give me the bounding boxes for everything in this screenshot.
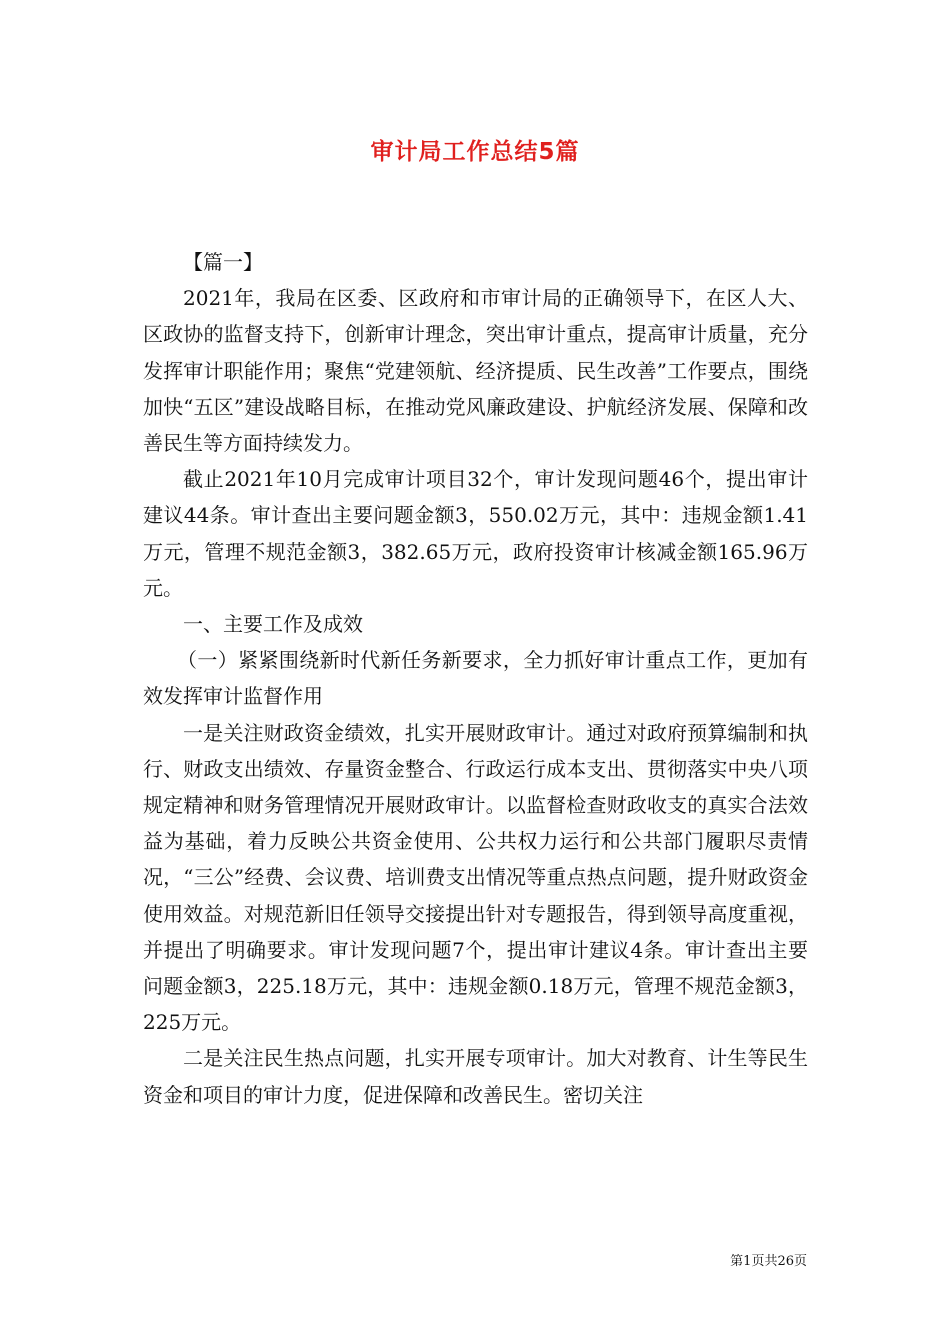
document-body [143,244,808,1113]
subheading-one: （一）紧紧围绕新时代新任务新要求，全力抓好审计重点工作，更加有效发挥审计监督作用 [143,648,808,709]
paragraph-intro: 2021年，我局在区委、区政府和市审计局的正确领导下，在区人大、区政协的监督支持下，创新审计理念，突出审计重点，提高审计质量，充分发挥审计职能作用；聚焦“党建领航、经济提质、民生改善”工作要点，围绕加快“五区”建设战略目标，在推动党风廉政建设、护航经济发展、保障和改善民生等方面持续发力。 [143,286,808,456]
paragraph-livelihood-audit: 二是关注民生热点问题，扎实开展专项审计。加大对教育、计生等民生资金和项目的审计力度，促进保障和改善民生。密切关注 [143,1046,808,1107]
paragraph-finance-audit: 一是关注财政资金绩效，扎实开展财政审计。通过对政府预算编制和执行、财政支出绩效、存量资金整合、行政运行成本支出、贯彻落实中央八项规定精神和财务管理情况开展财政审计。以监督检查财政收支的真实合法效益为基础，着力反映公共资金使用、公共权力运行和公共部门履职尽责情况，“三公”经费、会议费、培训费支出情况等重点热点问题，提升财政资金使用效益。对规范新旧任领导交接提出针对专题报告，得到领导高度重视，并提出了明确要求。审计发现问题7个，提出审计建议4条。审计查出主要问题金额3，225.18万元，其中：违规金额0.18万元，管理不规范金额3，225万元。 [143,720,808,1035]
paragraph-summary: 截止2021年10月完成审计项目32个，审计发现问题46个，提出审计建议44条。审计查出主要问题金额3，550.02万元，其中：违规金额1.41万元，管理不规范金额3，382.65万元，政府投资审计核减金额165.96万元。 [143,467,808,600]
document-title: 审计局工作总结5篇 [370,139,580,165]
heading-main-work: 一、主要工作及成效 [183,612,363,637]
section-marker: 【篇一】 [183,250,263,274]
page-footer: 第1页共26页 [730,1254,807,1269]
